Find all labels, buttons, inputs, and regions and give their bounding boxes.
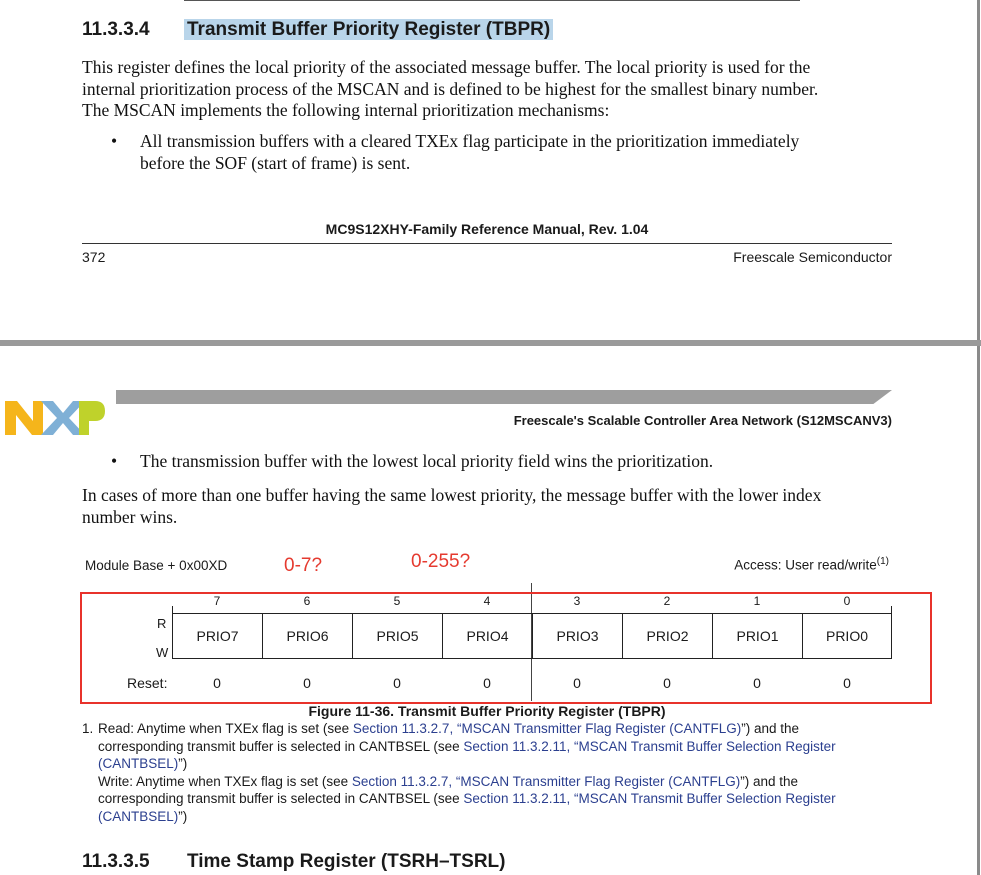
bit-number: 5 bbox=[393, 594, 401, 608]
para-line: In cases of more than one buffer having the same lowest priority, the message buffer with the lower index bbox=[82, 485, 822, 505]
red-highlight-box bbox=[80, 592, 932, 704]
reset-value: 0 bbox=[213, 675, 221, 691]
page-number: 372 bbox=[82, 249, 106, 265]
link-cantbsel-write[interactable]: Section 11.3.2.11, “MSCAN Transmit Buffer Selection Register bbox=[463, 791, 836, 807]
bullet-text: The transmission buffer with the lowest local priority field wins the prioritization. bbox=[140, 451, 714, 471]
footnote-body bbox=[98, 720, 836, 826]
footnote-line bbox=[98, 773, 836, 791]
footnote-line bbox=[98, 790, 836, 808]
access-label bbox=[734, 556, 889, 573]
footnote bbox=[82, 720, 894, 826]
page-top-rule bbox=[184, 0, 800, 1]
bullet-icon: • bbox=[111, 131, 118, 151]
footnote-text: ”) bbox=[178, 808, 188, 824]
footnote-row bbox=[82, 720, 894, 826]
footnote-number: 1. bbox=[82, 721, 94, 736]
footnote-text: Write: Anytime when TXEx flag is set (see bbox=[98, 773, 352, 789]
bit-number: 1 bbox=[753, 594, 761, 608]
row-label-w: W bbox=[156, 645, 169, 660]
annotation-left: 0-7? bbox=[284, 555, 323, 576]
bit-number: 7 bbox=[213, 594, 221, 608]
para-line: The MSCAN implements the following internal prioritization mechanisms: bbox=[82, 100, 610, 120]
reset-value: 0 bbox=[303, 675, 311, 691]
field-prio6: PRIO6 bbox=[262, 613, 353, 659]
link-cantbsel-write-cont[interactable]: (CANTBSEL) bbox=[98, 808, 179, 824]
annotation-right: 0-255? bbox=[411, 551, 471, 572]
access-text: Access: User read/write bbox=[734, 557, 877, 573]
next-section-title: Time Stamp Register (TSRH–TSRL) bbox=[187, 851, 506, 872]
link-cantflg[interactable]: Section 11.3.2.7, “MSCAN Transmitter Flag Register (CANTFLG) bbox=[352, 721, 742, 736]
module-base: Module Base + 0x00XD bbox=[85, 558, 228, 573]
bit-number: 4 bbox=[483, 594, 491, 608]
bullet-line: before the SOF (start of frame) is sent. bbox=[140, 152, 411, 173]
reset-value: 0 bbox=[573, 675, 581, 691]
field-prio3: PRIO3 bbox=[532, 613, 623, 659]
footnote-text: corresponding transmit buffer is selected in CANTBSEL (see bbox=[98, 738, 464, 754]
page-right-edge bbox=[977, 0, 980, 875]
access-footnote-ref: (1) bbox=[876, 556, 889, 567]
reset-label: Reset: bbox=[127, 675, 168, 691]
footnote-text: ”) bbox=[178, 756, 188, 772]
footnote-text: ”) and the bbox=[740, 773, 799, 789]
footnote-text: corresponding transmit buffer is selected in CANTBSEL (see bbox=[98, 791, 464, 807]
bullet-line: All transmission buffers with a cleared TXEx flag participate in the prioritization immediately bbox=[140, 131, 800, 151]
para-line: internal prioritization process of the MSCAN and is defined to be highest for the smallest binary number. bbox=[82, 78, 819, 99]
intro-paragraph bbox=[82, 57, 818, 122]
priority-paragraph bbox=[82, 485, 821, 528]
field-prio1: PRIO1 bbox=[712, 613, 803, 659]
bit-number: 0 bbox=[843, 594, 851, 608]
footnote-line bbox=[98, 755, 836, 773]
bit-number: 6 bbox=[303, 594, 311, 608]
nxp-logo-icon bbox=[5, 399, 105, 437]
field-prio5: PRIO5 bbox=[352, 613, 443, 659]
bit-number: 2 bbox=[663, 594, 671, 608]
reset-value: 0 bbox=[393, 675, 401, 691]
row-label-r: R bbox=[157, 616, 167, 631]
figure-caption: Figure 11-36. Transmit Buffer Priority Register (TBPR) bbox=[308, 703, 666, 719]
bullet-icon: • bbox=[111, 451, 118, 471]
page-header-title: Freescale's Scalable Controller Area Network (S12MSCANV3) bbox=[513, 413, 892, 428]
footer-manual-title: MC9S12XHY-Family Reference Manual, Rev. 1.04 bbox=[325, 221, 649, 237]
footnote-text: ”) and the bbox=[741, 721, 800, 736]
bit-number: 3 bbox=[573, 594, 581, 608]
page-separator bbox=[0, 340, 981, 346]
footnote-line bbox=[98, 720, 836, 738]
footnote-line bbox=[98, 738, 836, 756]
nxp-logo bbox=[5, 399, 105, 442]
reset-value: 0 bbox=[483, 675, 491, 691]
field-prio2: PRIO2 bbox=[622, 613, 713, 659]
next-section-number: 11.3.3.5 bbox=[82, 851, 150, 872]
section-number: 11.3.3.4 bbox=[82, 19, 150, 40]
para-line: This register defines the local priority of the associated message buffer. The local priority is used for the bbox=[82, 57, 811, 77]
reset-value: 0 bbox=[843, 675, 851, 691]
header-band bbox=[116, 390, 892, 404]
para-line: number wins. bbox=[82, 506, 178, 527]
footnote-text: Read: Anytime when TXEx flag is set (see bbox=[98, 721, 353, 736]
field-prio7: PRIO7 bbox=[172, 613, 263, 659]
link-cantbsel-cont[interactable]: (CANTBSEL) bbox=[98, 756, 179, 772]
bullet-text bbox=[140, 131, 799, 174]
reset-value: 0 bbox=[753, 675, 761, 691]
footer-rule bbox=[82, 243, 892, 244]
field-prio4: PRIO4 bbox=[442, 613, 533, 659]
section-title-text: Transmit Buffer Priority Register (TBPR) bbox=[184, 19, 553, 40]
reset-value: 0 bbox=[663, 675, 671, 691]
footnote-line bbox=[98, 808, 836, 826]
section-title bbox=[184, 19, 553, 41]
link-cantflg-write[interactable]: Section 11.3.2.7, “MSCAN Transmitter Flag Register (CANTFLG) bbox=[351, 773, 741, 789]
footer-company: Freescale Semiconductor bbox=[733, 249, 892, 265]
field-prio0: PRIO0 bbox=[802, 613, 892, 659]
link-cantbsel[interactable]: Section 11.3.2.11, “MSCAN Transmit Buffer Selection Register bbox=[463, 738, 836, 754]
